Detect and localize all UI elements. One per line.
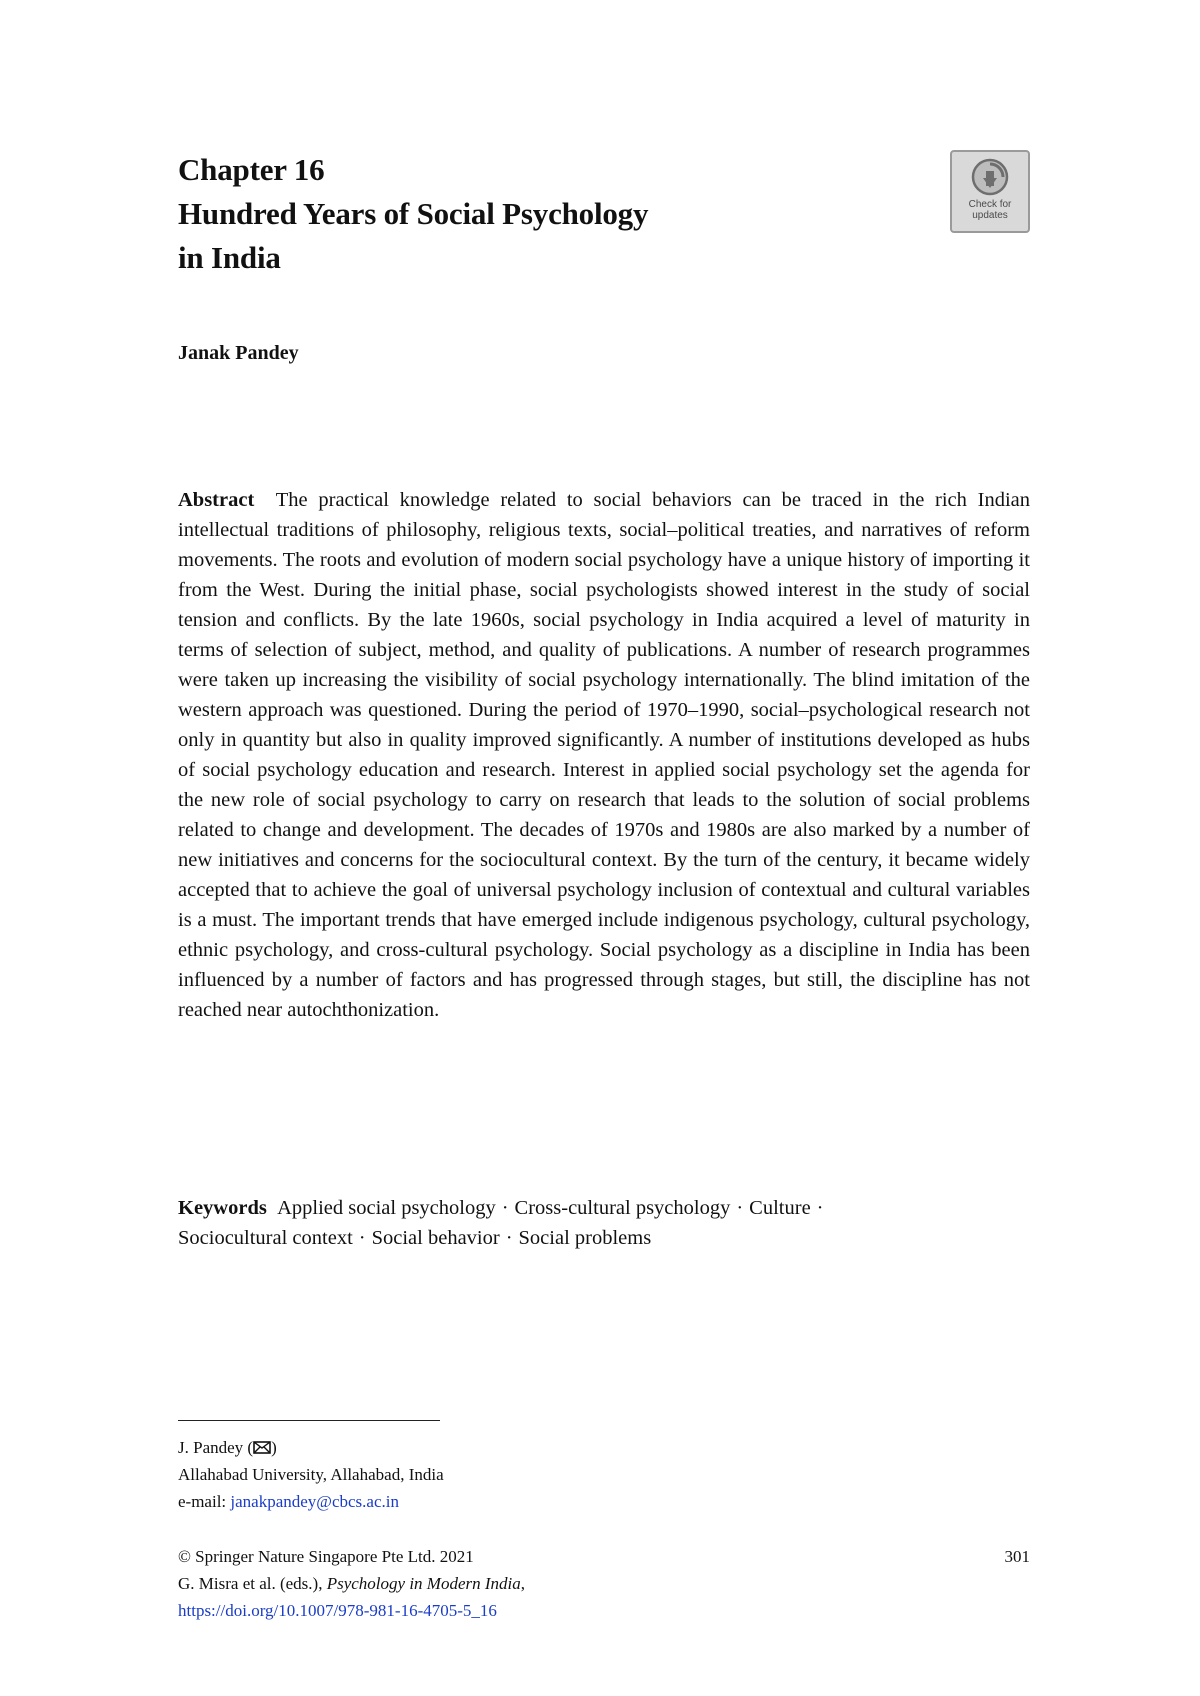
affiliation-name: J. Pandey xyxy=(178,1438,244,1457)
keyword-item: Culture xyxy=(749,1197,811,1219)
footnote-divider xyxy=(178,1420,440,1421)
keyword-item: Applied social psychology xyxy=(277,1197,496,1219)
affiliation-institution: Allahabad University, Allahabad, India xyxy=(178,1465,444,1484)
chapter-heading xyxy=(178,148,648,280)
check-for-updates-badge[interactable] xyxy=(950,150,1030,233)
abstract-text: The practical knowledge related to social behaviors can be traced in the rich Indian intellectual traditions of philosophy, religious texts, social–political treaties, and narratives of reform movements. The roots and evolution of modern social psychology have a unique history of importing it from the West. During the initial phase, social psychologists showed interest in the study of social tension and conflicts. By the late 1960s, social psychology in India acquired a level of maturity in terms of selection of subject, method, and quality of publications. A number of research programmes were taken up increasing the visibility of social psychology internationally. The blind imitation of the western approach was questioned. During the period of 1970–1990, social–psychological research not only in quantity but also in quality improved significantly. A number of institutions developed as hubs of social psychology education and research. Interest in applied social psychology set the agenda for the new role of social psychology to carry on research that leads to the solution of social problems related to change and development. The decades of 1970s and 1980s are also marked by a number of new initiatives and concerns for the sociocultural context. By the turn of the century, it became widely accepted that to achieve the goal of universal psychology inclusion of contextual and cultural variables is a must. The important trends that have emerged include indigenous psychology, cultural psychology, ethnic psychology, and cross-cultural psychology. Social psychology as a discipline in India has been influenced by a number of factors and has progressed through stages, but still, the discipline has not reached near autochthonization. xyxy=(178,489,1030,1021)
keyword-separator: · xyxy=(816,1197,824,1219)
abstract xyxy=(178,485,1030,1025)
email-link[interactable]: janakpandey@cbcs.ac.in xyxy=(230,1492,399,1511)
keyword-separator: · xyxy=(358,1227,366,1249)
publication-footer xyxy=(178,1543,525,1624)
check-for-updates-icon xyxy=(971,158,1009,196)
keyword-separator: · xyxy=(501,1197,509,1219)
chapter-label: Chapter 16 xyxy=(178,152,325,187)
author-name: Janak Pandey xyxy=(178,342,299,364)
book-editors: G. Misra et al. (eds.), xyxy=(178,1574,323,1593)
keyword-separator: · xyxy=(505,1227,513,1249)
author-affiliation xyxy=(178,1434,444,1515)
book-title: Psychology in Modern India xyxy=(326,1574,521,1593)
email-label: e-mail: xyxy=(178,1492,227,1511)
keyword-item: Sociocultural context xyxy=(178,1227,353,1249)
envelope-icon: ( ) xyxy=(247,1438,277,1457)
keywords xyxy=(178,1193,1030,1253)
keyword-item: Social problems xyxy=(518,1227,652,1249)
abstract-label: Abstract xyxy=(178,489,255,511)
copyright-notice: © Springer Nature Singapore Pte Ltd. 2021 xyxy=(178,1547,474,1566)
keywords-label: Keywords xyxy=(178,1197,267,1219)
book-title-suffix: , xyxy=(520,1574,526,1593)
chapter-title-line-2: in India xyxy=(178,240,281,275)
chapter-title-line-1: Hundred Years of Social Psychology xyxy=(178,196,649,231)
check-for-updates-label: Check for updates xyxy=(968,199,1012,221)
doi-link[interactable]: https://doi.org/10.1007/978-981-16-4705-5_16 xyxy=(178,1601,497,1620)
keyword-item: Cross-cultural psychology xyxy=(514,1197,731,1219)
page-number: 301 xyxy=(1004,1547,1030,1566)
keyword-item: Social behavior xyxy=(371,1227,500,1249)
keyword-separator: · xyxy=(736,1197,744,1219)
